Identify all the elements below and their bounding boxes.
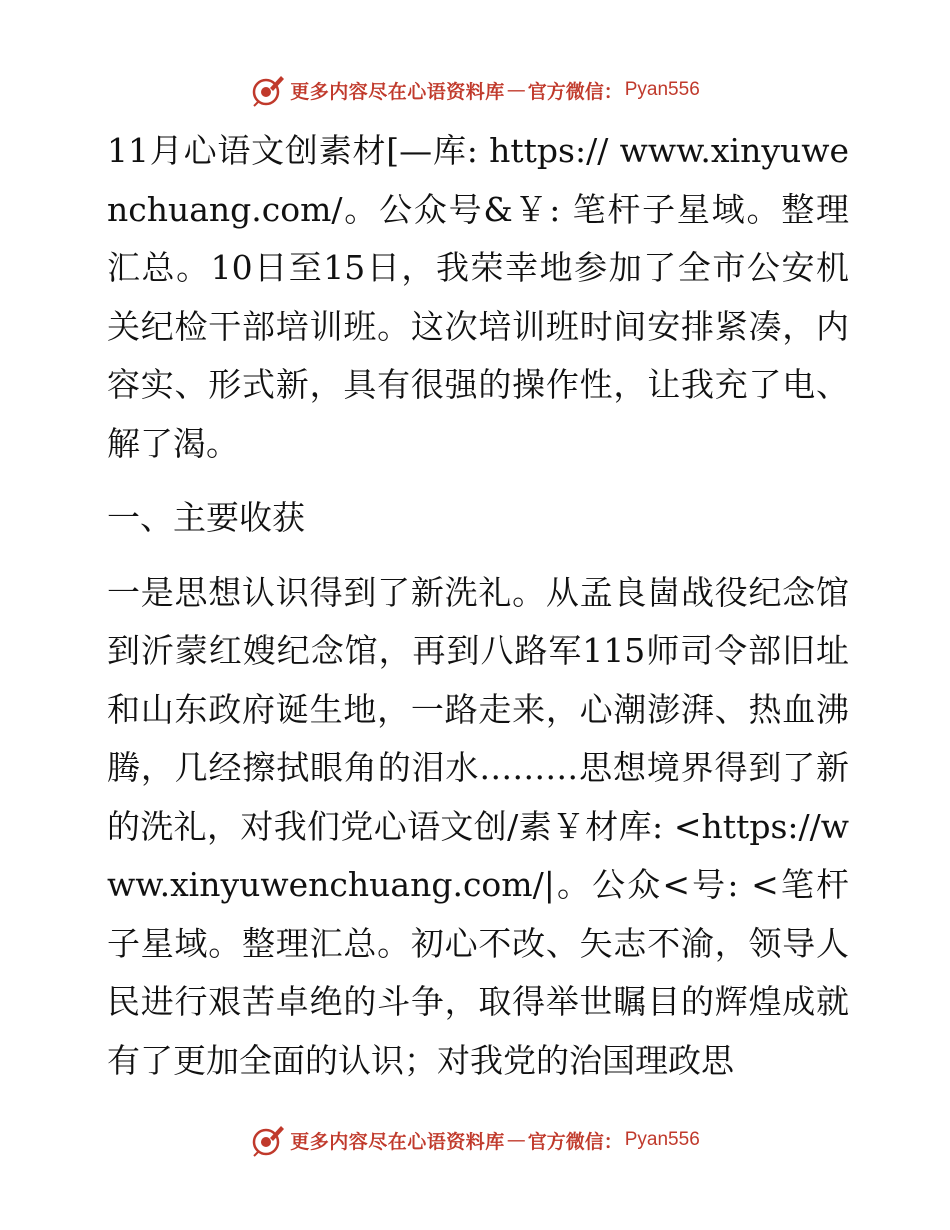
banner-separator: —	[506, 1129, 526, 1151]
banner-separator: —	[506, 79, 526, 101]
banner-wechat-label: 官方微信：	[527, 1130, 623, 1153]
footer-banner	[0, 1120, 950, 1160]
pen-logo-icon	[250, 72, 286, 108]
pen-logo-icon	[250, 1122, 286, 1158]
banner-wechat-id: Pyan556	[624, 79, 700, 100]
paragraph-gains: 一是思想认识得到了新洗礼。从孟良崮战役纪念馆到沂蒙红嫂纪念馆，再到八路军115师司令部旧址和山东政府诞生地，一路走来，心潮澎湃、热血沸腾，几经擦拭眼角的泪水………思想境界得到了新的洗礼，对我们党心语文创/素￥材库: <https://www.xinyuwenchuang.com/|。公众<号: <笔杆子星域。整理汇总。初心不改、矢志不渝，领导人民进行艰苦卓绝的斗争，取得举世瞩目的辉煌成就有了更加全面的认识；对我党的治国理政思	[107, 572, 849, 1080]
banner-text: 更多内容尽在心语资料库	[290, 80, 505, 103]
document-body	[97, 122, 849, 1090]
banner-text: 更多内容尽在心语资料库	[290, 1130, 505, 1153]
section-heading: 一、主要收获	[107, 498, 305, 537]
paragraph-intro: 11月心语文创素材[—库: https:// www.xinyuwenchuang.com/。公众号&￥: 笔杆子星域。整理汇总。10日至15日，我荣幸地参加了全市公安机关纪检干部培训班。这次培训班时间安排紧凑，内容实、形式新，具有很强的操作性，让我充了电、解了渴。	[107, 131, 849, 463]
header-banner	[0, 70, 950, 110]
banner-wechat-id: Pyan556	[624, 1129, 700, 1150]
banner-wechat-label: 官方微信：	[527, 80, 623, 103]
